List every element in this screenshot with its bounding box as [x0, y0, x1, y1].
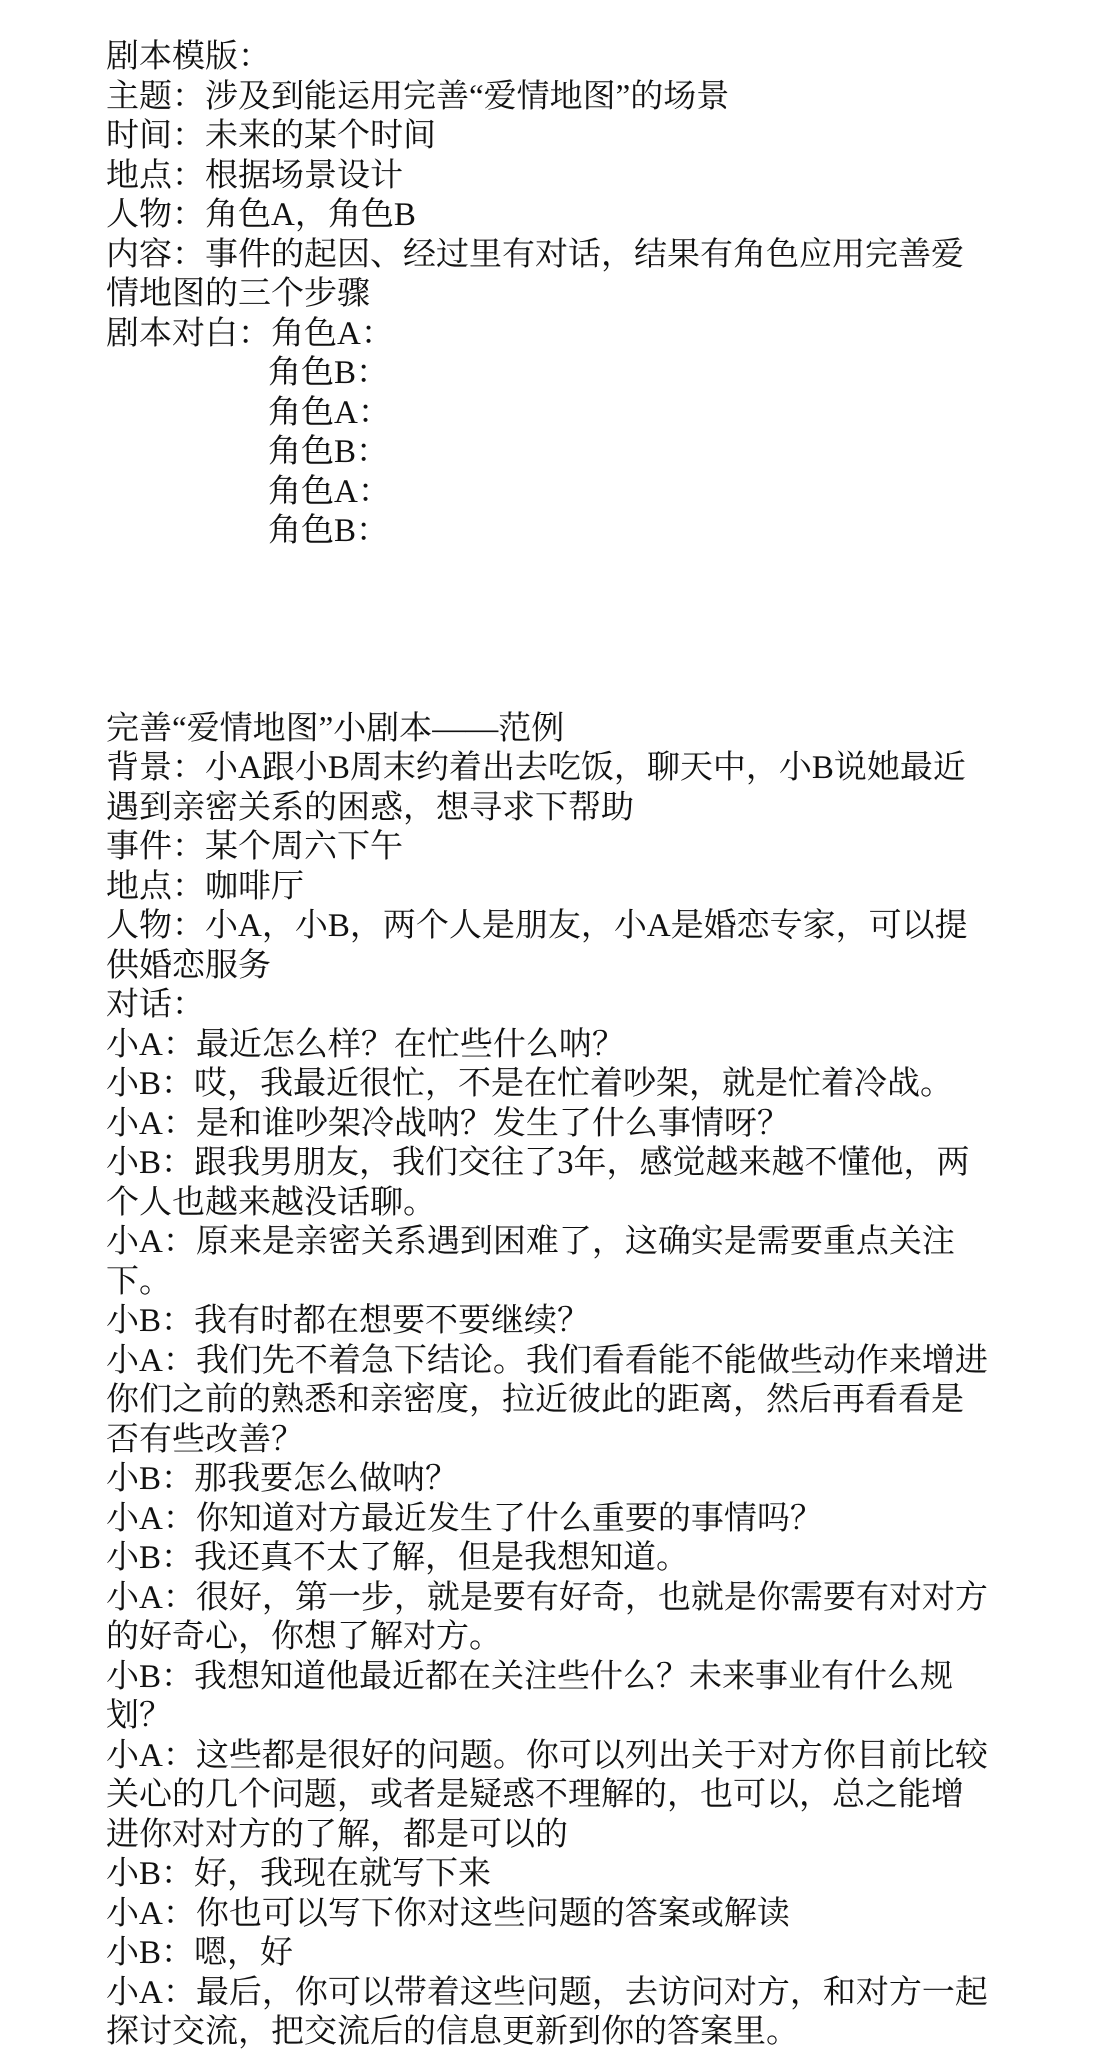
example-title: 完善“爱情地图”小剧本——范例	[106, 710, 565, 747]
example-line: 小A：是和谁吵架冷战呐？发生了什么事情呀？	[106, 1105, 790, 1142]
example-line: 关心的几个问题，或者是疑惑不理解的，也可以，总之能增	[106, 1777, 964, 1813]
document-page	[106, 38, 1026, 2053]
example-line: 下。	[106, 1263, 172, 1300]
example-line: 地点：咖啡厅	[106, 868, 304, 905]
section-spacer	[106, 552, 1026, 710]
template-dialogue-header: 剧本对白：角色A：	[106, 315, 394, 352]
example-line: 的好奇心，你想了解对方。	[106, 1619, 502, 1655]
example-line: 你们之前的熟悉和亲密度，拉近彼此的距离，然后再看看是	[106, 1382, 964, 1418]
example-line: 小B：我还真不太了解，但是我想知道。	[106, 1540, 690, 1576]
example-line: 对话：	[106, 987, 205, 1023]
example-line: 事件：某个周六下午	[106, 829, 403, 865]
template-theme: 主题：涉及到能运用完善“爱情地图”的场景	[106, 78, 730, 115]
template-content-line-2: 情地图的三个步骤	[106, 276, 370, 312]
example-line: 背景：小A跟小B周末约着出去吃饭，聊天中，小B说她最近	[106, 750, 966, 786]
example-line: 小B：我有时都在想要不要继续？	[106, 1303, 591, 1339]
example-line: 人物：小A，小B，两个人是朋友，小A是婚恋专家，可以提	[106, 908, 968, 944]
example-line: 小A：最后，你可以带着这些问题，去访问对方，和对方一起	[106, 1974, 988, 2011]
example-line: 小B：跟我男朋友，我们交往了3年，感觉越来越不懂他，两	[106, 1145, 970, 1181]
example-line: 小A：最近怎么样？在忙些什么呐？	[106, 1026, 625, 1063]
template-dialogue-line: 角色B：	[268, 434, 390, 470]
template-people: 人物：角色A，角色B	[106, 197, 416, 233]
script-example-section	[106, 710, 1026, 2053]
template-content-line-1: 内容：事件的起因、经过里有对话，结果有角色应用完善爱	[106, 236, 964, 273]
example-line: 进你对对方的了解，都是可以的	[106, 1816, 568, 1853]
example-line: 小B：嗯，好	[106, 1935, 294, 1971]
example-lines	[106, 749, 1026, 2053]
example-line: 供婚恋服务	[106, 947, 271, 984]
example-line: 小A：你也可以写下你对这些问题的答案或解读	[106, 1895, 790, 1932]
example-line: 小A：原来是亲密关系遇到困难了，这确实是需要重点关注	[106, 1224, 955, 1260]
template-time: 时间：未来的某个时间	[106, 118, 436, 154]
example-line: 小A：很好，第一步，就是要有好奇，也就是你需要有对对方	[106, 1579, 988, 1616]
template-dialogue-line: 角色A：	[268, 394, 391, 431]
template-dialogue-line: 角色B：	[268, 355, 390, 391]
template-title: 剧本模版：	[106, 39, 271, 75]
example-line: 否有些改善？	[106, 1421, 304, 1458]
example-line: 小A：我们先不着急下结论。我们看看能不能做些动作来增进	[106, 1342, 988, 1379]
example-line: 个人也越来越没话聊。	[106, 1184, 436, 1221]
template-dialogue-line: 角色B：	[268, 513, 390, 549]
example-line: 小B：好，我现在就写下来	[106, 1856, 492, 1892]
example-line: 小A：你知道对方最近发生了什么重要的事情吗？	[106, 1500, 823, 1537]
example-line: 划？	[106, 1698, 172, 1734]
example-line: 小A：这些都是很好的问题。你可以列出关于对方你目前比较	[106, 1737, 988, 1774]
example-line: 遇到亲密关系的困惑，想寻求下帮助	[106, 789, 634, 826]
script-template-section	[106, 38, 1026, 552]
example-line: 小B：哎，我最近很忙，不是在忙着吵架，就是忙着冷战。	[106, 1066, 954, 1102]
template-dialogue-line: 角色A：	[268, 473, 391, 510]
example-line: 小B：那我要怎么做呐？	[106, 1461, 459, 1497]
example-line: 探讨交流，把交流后的信息更新到你的答案里。	[106, 2014, 799, 2050]
example-line: 小B：我想知道他最近都在关注些什么？未来事业有什么规	[106, 1658, 954, 1695]
template-place: 地点：根据场景设计	[106, 157, 403, 194]
